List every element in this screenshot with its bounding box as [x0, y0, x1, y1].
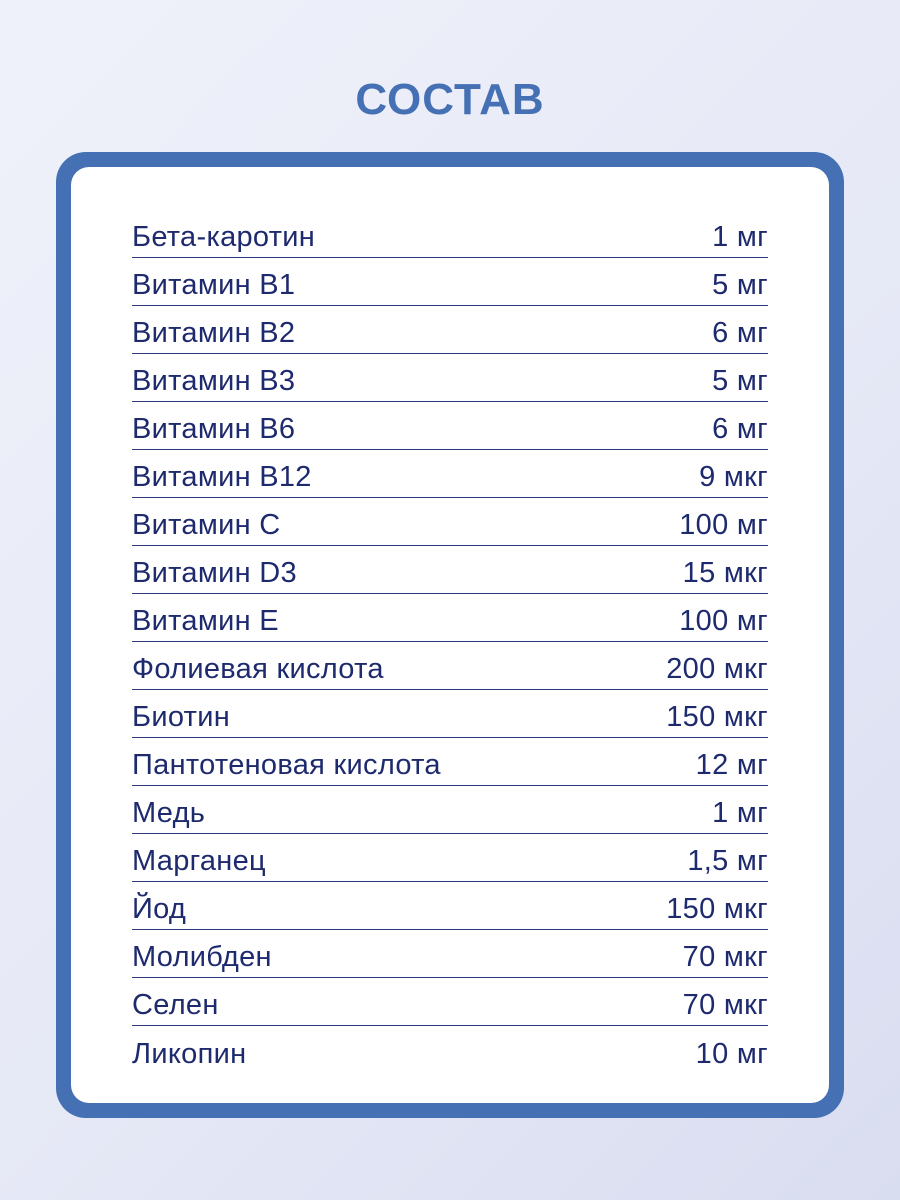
ingredient-name: Ликопин [132, 1038, 247, 1070]
ingredient-amount: 1 мг [712, 221, 768, 253]
composition-table [71, 167, 829, 1103]
ingredient-name: Витамин В2 [132, 317, 296, 349]
ingredient-amount: 10 мг [695, 1038, 768, 1070]
composition-card [56, 152, 844, 1118]
ingredient-name: Медь [132, 797, 206, 829]
ingredient-amount: 70 мкг [682, 941, 768, 973]
ingredient-amount: 6 мг [712, 413, 768, 445]
table-row [132, 258, 768, 306]
table-row [132, 354, 768, 402]
ingredient-amount: 1 мг [712, 797, 768, 829]
table-row [132, 1026, 768, 1074]
ingredient-amount: 150 мкг [666, 701, 768, 733]
table-row [132, 450, 768, 498]
ingredient-name: Витамин D3 [132, 557, 297, 589]
table-row [132, 306, 768, 354]
ingredient-name: Витамин В6 [132, 413, 296, 445]
table-row [132, 210, 768, 258]
ingredient-name: Биотин [132, 701, 231, 733]
ingredient-amount: 200 мкг [666, 653, 768, 685]
ingredient-name: Пантотеновая кислота [132, 749, 441, 781]
table-row [132, 882, 768, 930]
ingredient-name: Витамин С [132, 509, 281, 541]
table-row [132, 642, 768, 690]
table-row [132, 978, 768, 1026]
table-row [132, 498, 768, 546]
ingredient-name: Молибден [132, 941, 272, 973]
ingredient-amount: 100 мг [679, 605, 768, 637]
table-row [132, 738, 768, 786]
ingredient-name: Витамин В12 [132, 461, 312, 493]
ingredient-amount: 9 мкг [699, 461, 768, 493]
ingredient-name: Витамин В3 [132, 365, 296, 397]
ingredient-amount: 12 мг [695, 749, 768, 781]
ingredient-amount: 150 мкг [666, 893, 768, 925]
ingredient-amount: 6 мг [712, 317, 768, 349]
ingredient-amount: 5 мг [712, 269, 768, 301]
table-row [132, 786, 768, 834]
ingredient-amount: 70 мкг [682, 989, 768, 1021]
ingredient-amount: 1,5 мг [687, 845, 768, 877]
ingredient-name: Фолиевая кислота [132, 653, 384, 685]
table-row [132, 834, 768, 882]
table-row [132, 930, 768, 978]
table-row [132, 690, 768, 738]
table-row [132, 594, 768, 642]
ingredient-name: Витамин Е [132, 605, 279, 637]
ingredient-amount: 15 мкг [682, 557, 768, 589]
ingredient-amount: 100 мг [679, 509, 768, 541]
ingredient-name: Селен [132, 989, 219, 1021]
ingredient-name: Марганец [132, 845, 266, 877]
table-row [132, 546, 768, 594]
ingredient-name: Витамин В1 [132, 269, 296, 301]
ingredient-name: Йод [132, 893, 187, 925]
page-title: СОСТАВ [355, 75, 545, 124]
ingredient-name: Бета-каротин [132, 221, 316, 253]
ingredient-amount: 5 мг [712, 365, 768, 397]
table-row [132, 402, 768, 450]
